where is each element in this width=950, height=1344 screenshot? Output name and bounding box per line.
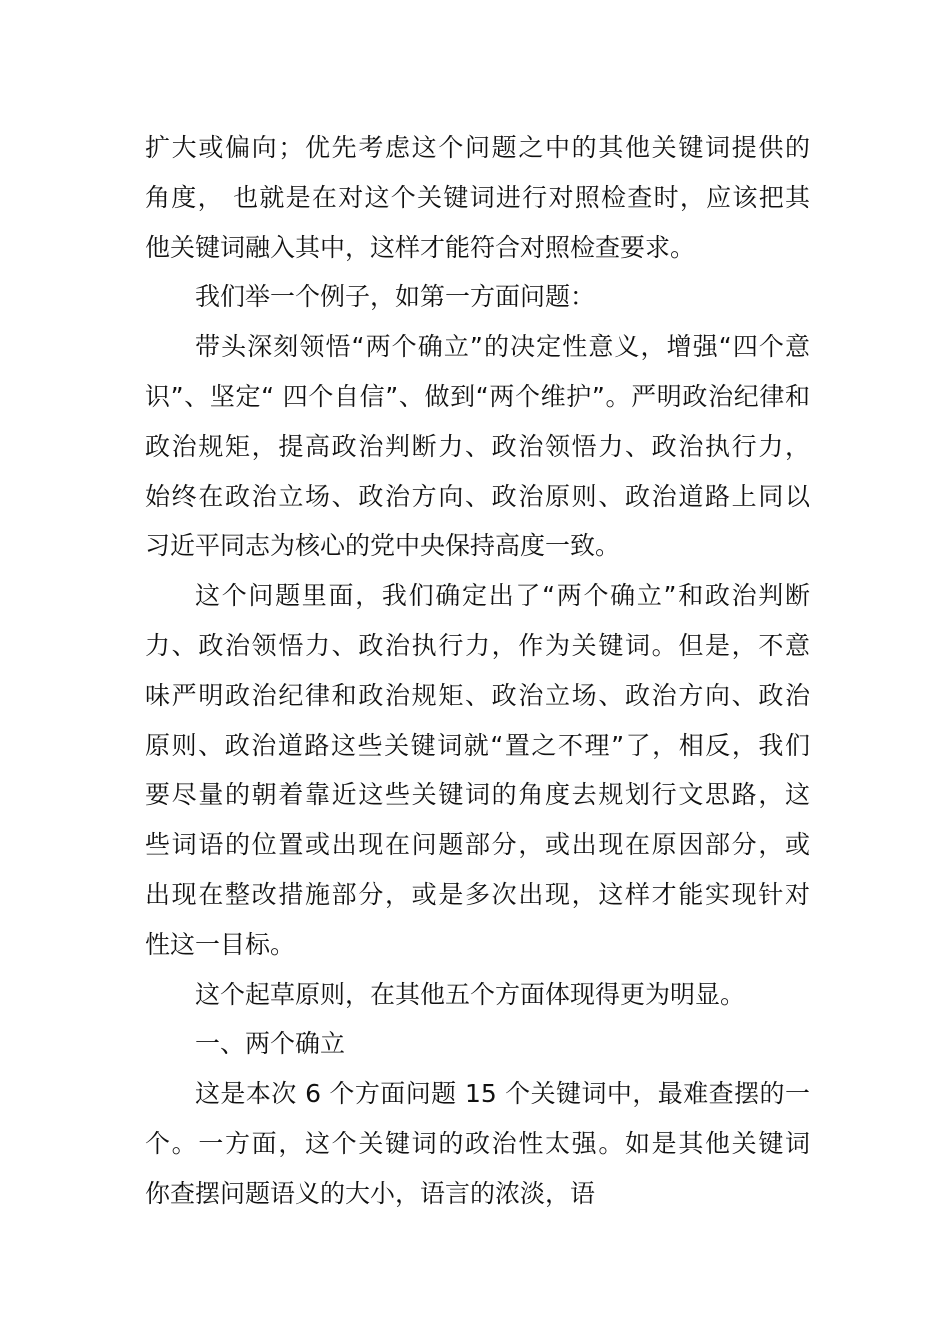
paragraph-line: 个。一方面，这个关键词的政治性太强。如是其他关键词 <box>145 1128 810 1158</box>
paragraph-line: 要尽量的朝着靠近这些关键词的角度去规划行文思路，这 <box>145 780 810 810</box>
document-body <box>145 123 810 1219</box>
quoted-issue-line: 始终在政治立场、政治方向、政治原则、政治道路上同以 <box>145 481 810 511</box>
paragraph-line: 扩大或偏向；优先考虑这个问题之中的其他关键词提供的 <box>145 133 810 162</box>
paragraph-line: 他关键词融入其中，这样才能符合对照检查要求。 <box>145 232 696 262</box>
paragraph-line: 力、政治领悟力、政治执行力，作为关键词。但是，不意 <box>145 630 810 660</box>
paragraph-line: 这个起草原则，在其他五个方面体现得更为明显。 <box>195 979 746 1009</box>
paragraph-line: 出现在整改措施部分，或是多次出现，这样才能实现针对 <box>145 879 810 909</box>
paragraph-line: 原则、政治道路这些关键词就“置之不理”了，相反，我们 <box>145 730 810 760</box>
paragraph-line: 角度， 也就是在对这个关键词进行对照检查时，应该把其 <box>145 182 810 212</box>
paragraph-line: 性这一目标。 <box>145 929 296 959</box>
paragraph-line: 你查摆问题语义的大小，语言的浓淡，语 <box>145 1178 596 1208</box>
quoted-issue-line: 习近平同志为核心的党中央保持高度一致。 <box>145 531 621 561</box>
quoted-issue-line: 识”、坚定“ 四个自信”、做到“两个维护”。严明政治纪律和 <box>145 381 810 411</box>
paragraph-line: 这是本次 6 个方面问题 15 个关键词中，最难查摆的一 <box>195 1079 810 1109</box>
paragraph-line: 我们举一个例子，如第一方面问题： <box>195 282 596 312</box>
quoted-issue-line: 带头深刻领悟“两个确立”的决定性意义，增强“四个意 <box>195 332 810 362</box>
quoted-issue-line: 政治规矩，提高政治判断力、政治领悟力、政治执行力， <box>145 431 810 461</box>
paragraph-line: 这个问题里面，我们确定出了“两个确立”和政治判断 <box>195 581 810 611</box>
section-heading: 一、两个确立 <box>195 1029 346 1059</box>
paragraph-line: 味严明政治纪律和政治规矩、政治立场、政治方向、政治 <box>145 680 810 710</box>
paragraph-line: 些词语的位置或出现在问题部分，或出现在原因部分，或 <box>145 830 810 860</box>
